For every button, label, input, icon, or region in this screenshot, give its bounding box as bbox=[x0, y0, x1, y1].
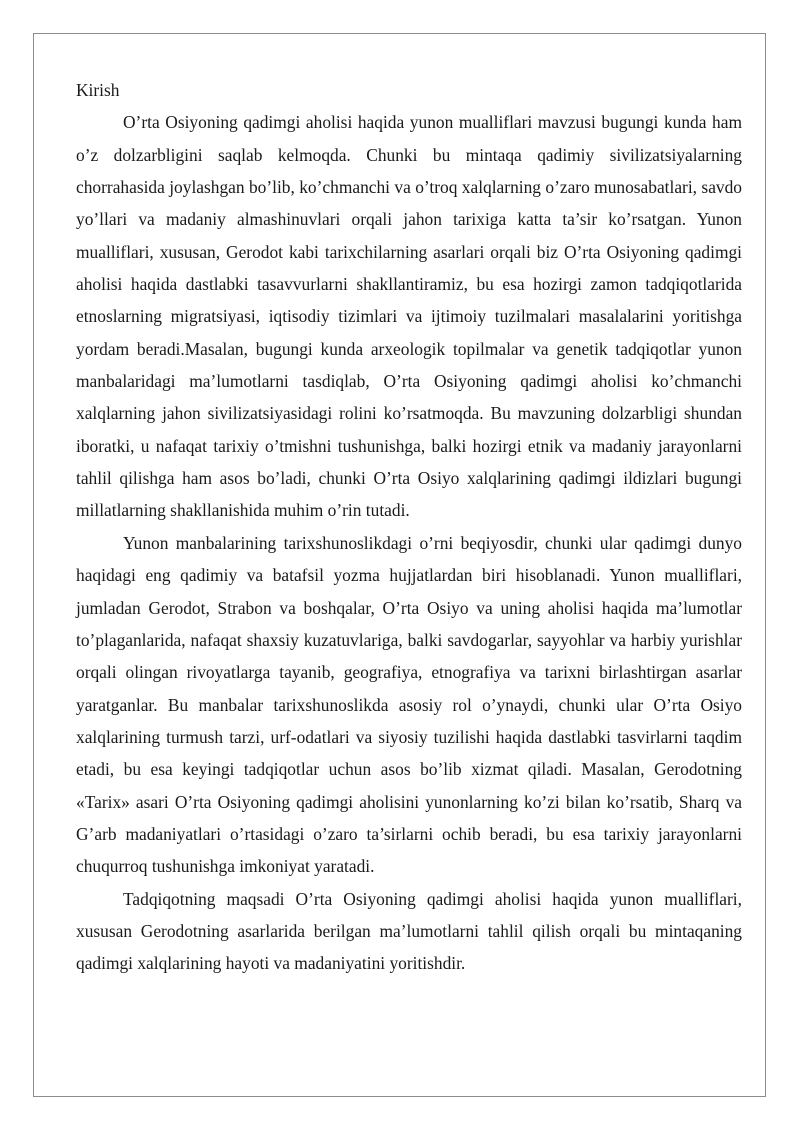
paragraph-research-goal: Tadqiqotning maqsadi O’rta Osiyoning qadimgi aholisi haqida yunon mualliflari, xususan Gerodotning asarlarida berilgan ma’lumotlarni tahlil qilish orqali bu mintaqaning qadimgi xalqlarining hayoti va madaniyatini yoritishdir. bbox=[76, 888, 742, 974]
document-body bbox=[76, 74, 742, 980]
paragraph-relevance: O’rta Osiyoning qadimgi aholisi haqida yunon mualliflari mavzusi bugungi kunda ham o’z dolzarbligini saqlab kelmoqda. Chunki bu mintaqa qadimiy sivilizatsiyalarning chorrahasida joylashgan bo’lib, ko’chmanchi va o’troq xalqlarning o’zaro munosabatlari, savdo yo’llari va madaniy almashinuvlari orqali jahon tarixiga katta ta’sir ko’rsatgan. Yunon mualliflari, xususan, Gerodot kabi tarixchilarning asarlari orqali biz O’rta Osiyoning qadimgi aholisi haqida dastlabki tasavvurlarni shakllantiramiz, bu esa hozirgi zamon tadqiqotlarida etnoslarning migratsiyasi, iqtisodiy tizimlari va ijtimoiy tuzilmalari masalalarini yoritishga yordam beradi.Masalan, bugungi kunda arxeologik topilmalar va genetik tadqiqotlar yunon manbalaridagi ma’lumotlarni tasdiqlab, O’rta Osiyoning qadimgi aholisi ko’chmanchi xalqlarning jahon sivilizatsiyasidagi rolini ko’rsatmoqda. Bu mavzuning dolzarbligi shundan iboratki, u nafaqat tarixiy o’tmishni tushunishga, balki hozirgi etnik va madaniy jarayonlarni tahlil qilishga ham asos bo’ladi, chunki O’rta Osiyo xalqlarining qadimgi ildizlari bugungi millatlarning shakllanishida muhim o’rin tutadi. bbox=[76, 112, 742, 521]
paragraph-greek-sources: Yunon manbalarining tarixshunoslikdagi o’rni beqiyosdir, chunki ular qadimgi dunyo haqidagi eng qadimiy va batafsil yozma hujjatlardan biri hisoblanadi. Yunon mualliflari, jumladan Gerodot, Strabon va boshqalar, O’rta Osiyo va uning aholisi haqida ma’lumotlar to’plaganlarida, nafaqat shaxsiy kuzatuvlariga, balki savdogarlar, sayyohlar va harbiy yurishlar orqali olingan rivoyatlarga tayanib, geografiya, etnografiya va tarixni birlashtirgan asarlar yaratganlar. Bu manbalar tarixshunoslikda asosiy rol o’ynaydi, chunki ular O’rta Osiyo xalqlarining turmush tarzi, urf-odatlari va siyosiy tuzilishi haqida dastlabki tasvirlarni taqdim etadi, bu esa keyingi tadqiqotlar uchun asos bo’lib xizmat qiladi. Masalan, Gerodotning «Tarix» asari O’rta Osiyoning qadimgi aholisini yunonlarning ko’zi bilan ko’rsatib, Sharq va G’arb madaniyatlari o’rtasidagi o’zaro ta’sirlarni ochib beradi, bu esa tarixiy jarayonlarni chuqurroq tushunishga imkoniyat yaratadi. bbox=[76, 532, 742, 877]
section-heading: Kirish bbox=[76, 80, 120, 100]
